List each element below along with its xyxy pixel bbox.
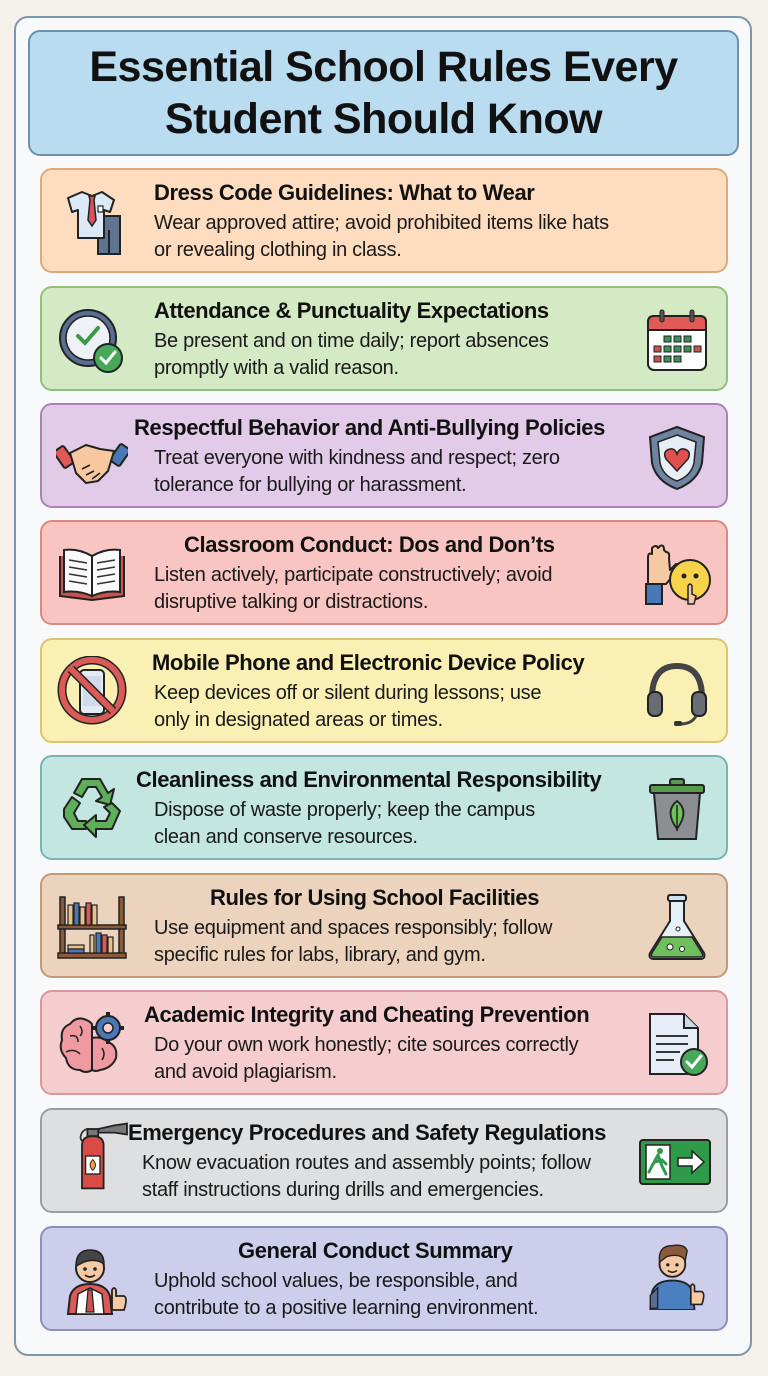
rule-card-attendance [40, 286, 728, 391]
title-line-2: Student Should Know [164, 95, 603, 143]
open-book-icon [56, 538, 128, 610]
exit-sign-icon [638, 1138, 712, 1186]
headset-icon [642, 658, 712, 728]
rule-card-facilities [40, 873, 728, 978]
brain-gear-icon [56, 1008, 128, 1080]
handshake-icon [56, 421, 128, 493]
rule-title: General Conduct Summary [238, 1238, 513, 1263]
rule-title: Respectful Behavior and Anti-Bullying Policies [134, 415, 605, 440]
rule-title: Rules for Using School Facilities [210, 885, 540, 910]
rule-description: Be present and on time daily; report absences promptly with a valid reason. [154, 330, 549, 379]
rule-title: Emergency Procedures and Safety Regulations [128, 1120, 606, 1145]
rule-card-emergency [40, 1108, 728, 1213]
document-check-icon [642, 1010, 712, 1080]
student-backpack-thumbs-up-icon [642, 1240, 712, 1310]
calendar-icon [642, 306, 712, 376]
rule-card-respect [40, 403, 728, 508]
rule-description: Listen actively, participate constructively; avoid disruptive talking or distractions. [154, 564, 553, 613]
rule-card-summary [40, 1226, 728, 1331]
title-line-1: Essential School Rules Every [89, 43, 678, 91]
student-thumbs-up-icon [60, 1244, 132, 1316]
rule-description: Wear approved attire; avoid prohibited items like hats or revealing clothing in class. [154, 212, 609, 261]
shirt-tie-pants-icon [56, 186, 128, 258]
rule-card-device-policy [40, 638, 728, 743]
raised-hand-shush-icon [642, 540, 712, 610]
rule-card-dress-code [40, 168, 728, 273]
rule-title: Classroom Conduct: Dos and Don’ts [184, 532, 555, 557]
rule-title: Academic Integrity and Cheating Prevention [144, 1002, 590, 1027]
rule-card-classroom-conduct [40, 520, 728, 625]
rule-card-academic-integrity [40, 990, 728, 1095]
page-header [28, 30, 739, 156]
trash-bin-leaf-icon [642, 775, 712, 845]
rule-title: Cleanliness and Environmental Responsibility [136, 767, 602, 792]
rule-title: Mobile Phone and Electronic Device Policy [152, 650, 585, 675]
rule-description: Use equipment and spaces responsibly; follow specific rules for labs, library, and gym. [154, 917, 553, 966]
rule-description: Dispose of waste properly; keep the campus clean and conserve resources. [154, 799, 535, 848]
rule-description: Keep devices off or silent during lessons; use only in designated areas or times. [154, 682, 542, 731]
rule-title: Attendance & Punctuality Expectations [154, 298, 549, 323]
lab-flask-icon [642, 893, 712, 963]
bookshelf-icon [56, 891, 128, 963]
rule-description: Do your own work honestly; cite sources correctly and avoid plagiarism. [154, 1034, 579, 1083]
rule-card-cleanliness [40, 755, 728, 860]
rule-description: Treat everyone with kindness and respect; zero tolerance for bullying or harassment. [154, 447, 560, 496]
shield-heart-icon [642, 423, 712, 493]
recycle-icon [56, 773, 128, 845]
page-title [89, 41, 677, 145]
no-phone-icon [56, 656, 128, 728]
rule-description: Know evacuation routes and assembly points; follow staff instructions during drills and emergencies. [142, 1152, 591, 1201]
clock-check-icon [56, 304, 128, 376]
rule-description: Uphold school values, be responsible, and contribute to a positive learning environment. [154, 1270, 539, 1319]
rule-title: Dress Code Guidelines: What to Wear [154, 180, 535, 205]
fire-extinguisher-icon [64, 1120, 136, 1192]
